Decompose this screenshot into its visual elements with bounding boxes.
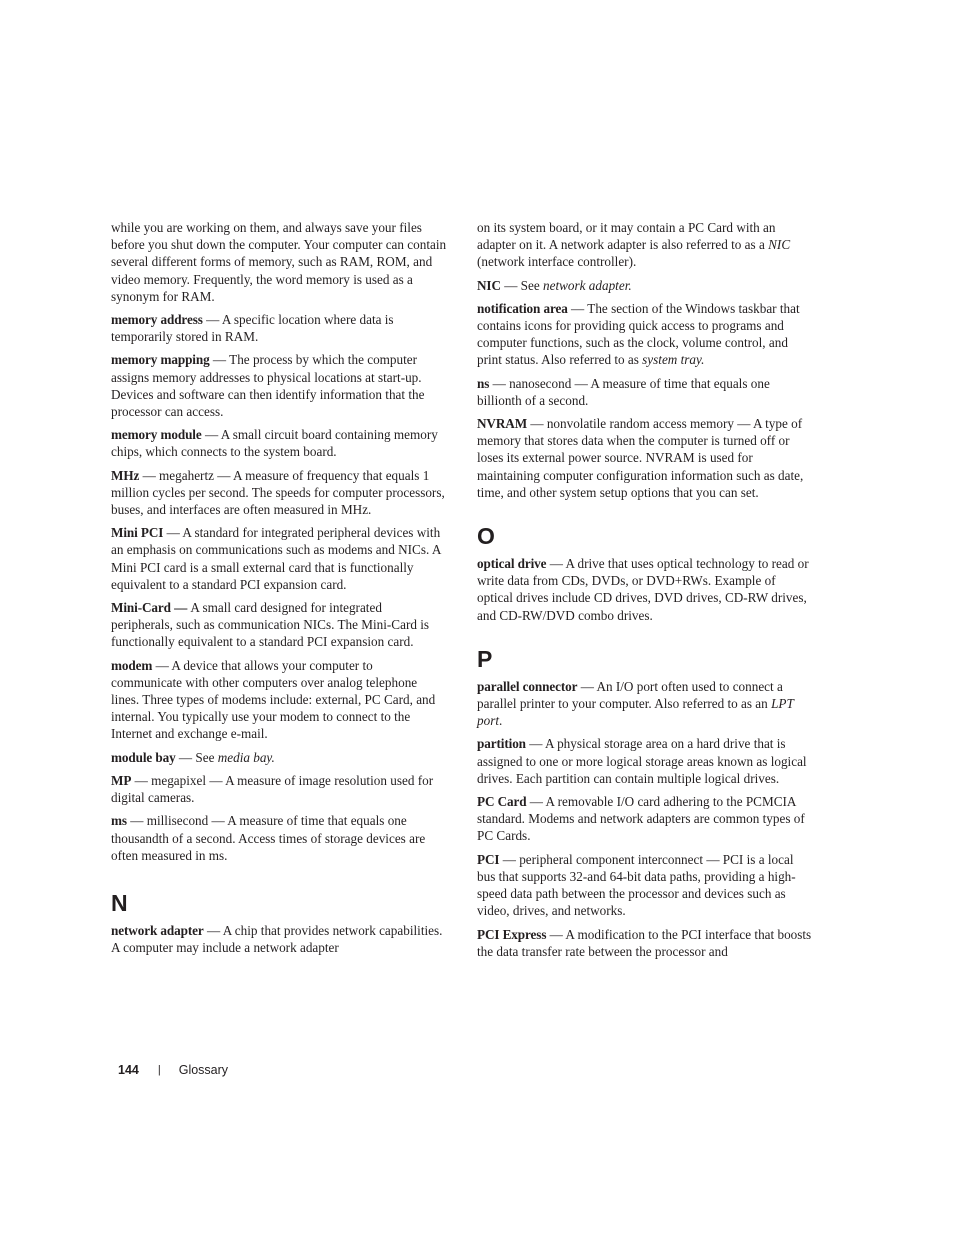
glossary-cross-reference: media bay. bbox=[217, 749, 275, 765]
glossary-definition: — peripheral component interconnect — PCI is a local bus that supports 32-and 64-bit data paths, providing a high-speed data path between the processor and devices such as video, drives, and networks. bbox=[477, 851, 796, 919]
glossary-entry bbox=[477, 678, 813, 730]
glossary-definition: — A removable I/O card adhering to the PCMCIA standard. Modems and network adapters are common types of PC Cards. bbox=[477, 794, 805, 844]
glossary-entry bbox=[477, 375, 813, 409]
glossary-definition: — See bbox=[175, 749, 218, 765]
glossary-entry bbox=[111, 351, 447, 420]
glossary-cross-reference: system tray. bbox=[642, 352, 705, 368]
glossary-term: ms bbox=[111, 813, 127, 829]
glossary-entry bbox=[111, 524, 447, 593]
glossary-definition: — A device that allows your computer to communicate with other computers over analog telephone lines. Three types of modems include: external, PC Card, and internal. You typically use your modem to connect to the Internet and exchange e-mail. bbox=[111, 657, 436, 742]
glossary-definition: — A drive that uses optical technology to read or write data from CDs, DVDs, or DVD+RWs. Example of optical drives include CD drives, DVD drives, CD-RW drives, and CD-RW/DVD combo drives. bbox=[477, 556, 809, 623]
left-column bbox=[111, 219, 447, 962]
section-heading-o: O bbox=[477, 523, 495, 550]
glossary-definition: — A physical storage area on a hard drive that is assigned to one or more logical storage areas known as logical drives. Each partition can contain multiple logical drives. bbox=[477, 736, 807, 786]
glossary-definition: — See bbox=[500, 277, 544, 293]
glossary-term: modem bbox=[111, 657, 153, 673]
glossary-entry bbox=[111, 311, 447, 345]
glossary-entry bbox=[111, 426, 447, 460]
glossary-definition-end: . bbox=[498, 713, 503, 729]
glossary-entry bbox=[477, 793, 813, 845]
glossary-term: Mini PCI bbox=[111, 525, 164, 541]
page-footer bbox=[118, 1061, 228, 1079]
glossary-definition: — megahertz — A measure of frequency that equals 1 million cycles per second. The speeds for computer processors, buses, and interfaces are often measured in MHz. bbox=[111, 467, 445, 518]
glossary-term: PCI bbox=[477, 851, 500, 867]
glossary-definition: — millisecond — A measure of time that equals one thousandth of a second. Access times of storage devices are often measured in ms. bbox=[111, 813, 426, 863]
glossary-definition: — A standard for integrated peripheral devices with an emphasis on communications such as modems and NICs. A Mini PCI card is a small external card that is functionally equivalent to a standard PCI expansion card. bbox=[111, 525, 441, 592]
glossary-term: PCI Express bbox=[477, 926, 547, 942]
glossary-entry bbox=[477, 735, 813, 787]
section-heading-n: N bbox=[111, 889, 128, 916]
glossary-definition: — A chip that provides network capabilities. A computer may include a network adapter bbox=[111, 922, 443, 956]
glossary-entry bbox=[477, 277, 813, 294]
right-column bbox=[477, 219, 813, 966]
footer-section-title: Glossary bbox=[178, 1063, 229, 1077]
glossary-term: parallel connector bbox=[477, 678, 578, 694]
glossary-term: network adapter bbox=[111, 922, 204, 938]
glossary-entry bbox=[477, 555, 813, 624]
glossary-term: PC Card bbox=[477, 794, 527, 810]
glossary-entry bbox=[111, 922, 447, 956]
glossary-definition: — The process by which the computer assigns memory addresses to physical locations at start-up. Devices and software can then identify information that the processor can access. bbox=[111, 352, 425, 420]
footer-separator: | bbox=[157, 1064, 161, 1076]
glossary-entry bbox=[111, 599, 447, 651]
glossary-entry bbox=[477, 851, 813, 920]
glossary-term: memory address bbox=[111, 312, 203, 328]
glossary-definition: — A small circuit board containing memory chips, which connects to the system board. bbox=[111, 427, 438, 460]
glossary-definition: — megapixel — A measure of image resolution used for digital cameras. bbox=[111, 772, 434, 806]
section-heading-p: P bbox=[477, 645, 493, 672]
glossary-term: Mini-Card — bbox=[111, 600, 191, 616]
glossary-entry bbox=[477, 415, 813, 501]
glossary-term: optical drive bbox=[477, 556, 547, 572]
intro-paragraph bbox=[111, 219, 447, 305]
glossary-term: NVRAM bbox=[477, 416, 528, 432]
glossary-term: module bay bbox=[111, 749, 176, 765]
glossary-term: notification area bbox=[477, 300, 568, 316]
intro-text: while you are working on them, and always save your files before you shut down the computer. Your computer can contain several different forms of memory, such as RAM, ROM, and video memory. Frequently, the word memory is used as a synonym for RAM. bbox=[111, 220, 447, 304]
glossary-entry bbox=[477, 300, 813, 369]
glossary-definition: — The section of the Windows taskbar that contains icons for providing quick access to programs and computer functions, such as the clock, volume control, and print status. Also referred to as bbox=[477, 300, 800, 368]
continued-text-end: (network interface controller). bbox=[477, 254, 637, 270]
continued-paragraph bbox=[477, 219, 813, 271]
continued-text: on its system board, or it may contain a PC Card with an adapter on it. A network adapter is also referred to as a bbox=[477, 220, 776, 253]
glossary-cross-reference: LPT port bbox=[477, 696, 794, 729]
glossary-term: ns bbox=[477, 375, 490, 391]
glossary-term: NIC bbox=[477, 277, 501, 293]
glossary-entry bbox=[111, 749, 447, 766]
glossary-entry bbox=[111, 772, 447, 806]
page-number: 144 bbox=[118, 1063, 139, 1077]
glossary-term: MHz bbox=[111, 467, 140, 483]
glossary-entry bbox=[111, 467, 447, 519]
glossary-definition: A small card designed for integrated peripherals, such as communication NICs. The Mini-Card is functionally equivalent to a standard PCI expansion card. bbox=[111, 600, 430, 650]
glossary-term: MP bbox=[111, 772, 132, 788]
glossary-cross-reference: network adapter. bbox=[543, 277, 632, 293]
glossary-definition: — nanosecond — A measure of time that equals one billionth of a second. bbox=[477, 375, 770, 408]
glossary-definition: — An I/O port often used to connect a parallel printer to your computer. Also referred to as an bbox=[477, 678, 783, 712]
glossary-entry bbox=[111, 812, 447, 864]
continued-italic: NIC bbox=[768, 237, 791, 253]
glossary-definition: — nonvolatile random access memory — A type of memory that stores data when the computer is turned off or loses its external power source. NVRAM is used for maintaining computer configuration information such as date, time, and other system setup options that you can set. bbox=[477, 416, 804, 500]
glossary-entry bbox=[477, 926, 813, 960]
glossary-term: partition bbox=[477, 736, 526, 752]
glossary-definition: — A specific location where data is temporarily stored in RAM. bbox=[111, 312, 394, 345]
glossary-term: memory module bbox=[111, 427, 202, 443]
glossary-definition: — A modification to the PCI interface that boosts the data transfer rate between the processor and bbox=[477, 926, 812, 959]
glossary-term: memory mapping bbox=[111, 352, 210, 368]
glossary-entry bbox=[111, 657, 447, 743]
